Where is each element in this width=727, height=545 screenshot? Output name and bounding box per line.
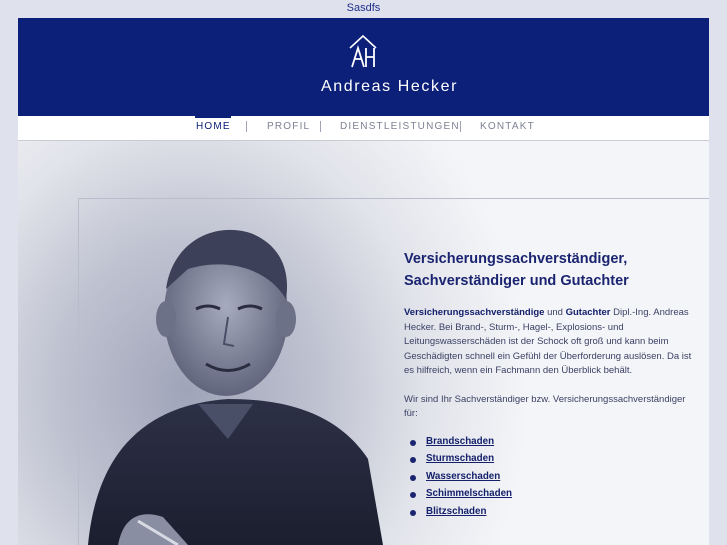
service-link-brandschaden[interactable]: Brandschaden [426, 435, 495, 447]
intro-paragraph [404, 306, 694, 379]
top-caption: Sasdfs [346, 2, 381, 14]
nav-divider [460, 121, 461, 132]
intro-keyword: Gutachter [565, 307, 611, 318]
service-link-sturmschaden[interactable]: Sturmschaden [426, 453, 495, 464]
intro-body: Dipl.-Ing. Andreas Hecker. Bei Brand-, Sturm-, Hagel-, Explosions- und Leitungswasserschäden ist der Schock oft groß und kann beim Geschädigten schnell ein Gefühl der Überforderung auslösen. Da ist es hilfreich, wenn ein Fachmann den Überblick behält. [404, 307, 692, 376]
intro-text-block [404, 248, 694, 523]
list-item [426, 436, 694, 454]
list-item [426, 471, 694, 489]
headline-line-1: Versicherungssachverständiger, [404, 251, 628, 267]
brand-name[interactable]: Andreas Hecker [320, 78, 459, 95]
nav-dienstleistungen[interactable]: DIENSTLEISTUNGEN [340, 121, 460, 132]
service-link-schimmelschaden[interactable]: Schimmelschaden [426, 488, 513, 499]
services-list [404, 436, 694, 524]
list-item [426, 488, 694, 506]
services-intro: Wir sind Ihr Sachverständiger bzw. Versicherungssachverständiger für: [404, 393, 686, 419]
nav-profil[interactable]: PROFIL [267, 121, 311, 132]
service-link-blitzschaden[interactable]: Blitzschaden [426, 505, 487, 517]
intro-connector: und [544, 307, 566, 318]
nav-divider [320, 121, 321, 132]
nav-home[interactable]: HOME [196, 121, 231, 132]
list-item [426, 453, 694, 471]
page-frame [18, 18, 709, 545]
nav-kontakt[interactable]: KONTAKT [480, 121, 535, 132]
list-item [426, 506, 694, 524]
main-nav [18, 116, 709, 141]
page-headline [404, 248, 694, 292]
nav-divider [246, 121, 247, 132]
ah-logo-icon[interactable] [346, 34, 380, 70]
intro-keyword: Versicherungssachverständige [404, 307, 545, 318]
headline-line-2: Sachverständiger und Gutachter [404, 273, 629, 289]
portrait-photo [78, 199, 398, 545]
site-header [18, 18, 709, 116]
service-link-wasserschaden[interactable]: Wasserschaden [426, 470, 501, 482]
